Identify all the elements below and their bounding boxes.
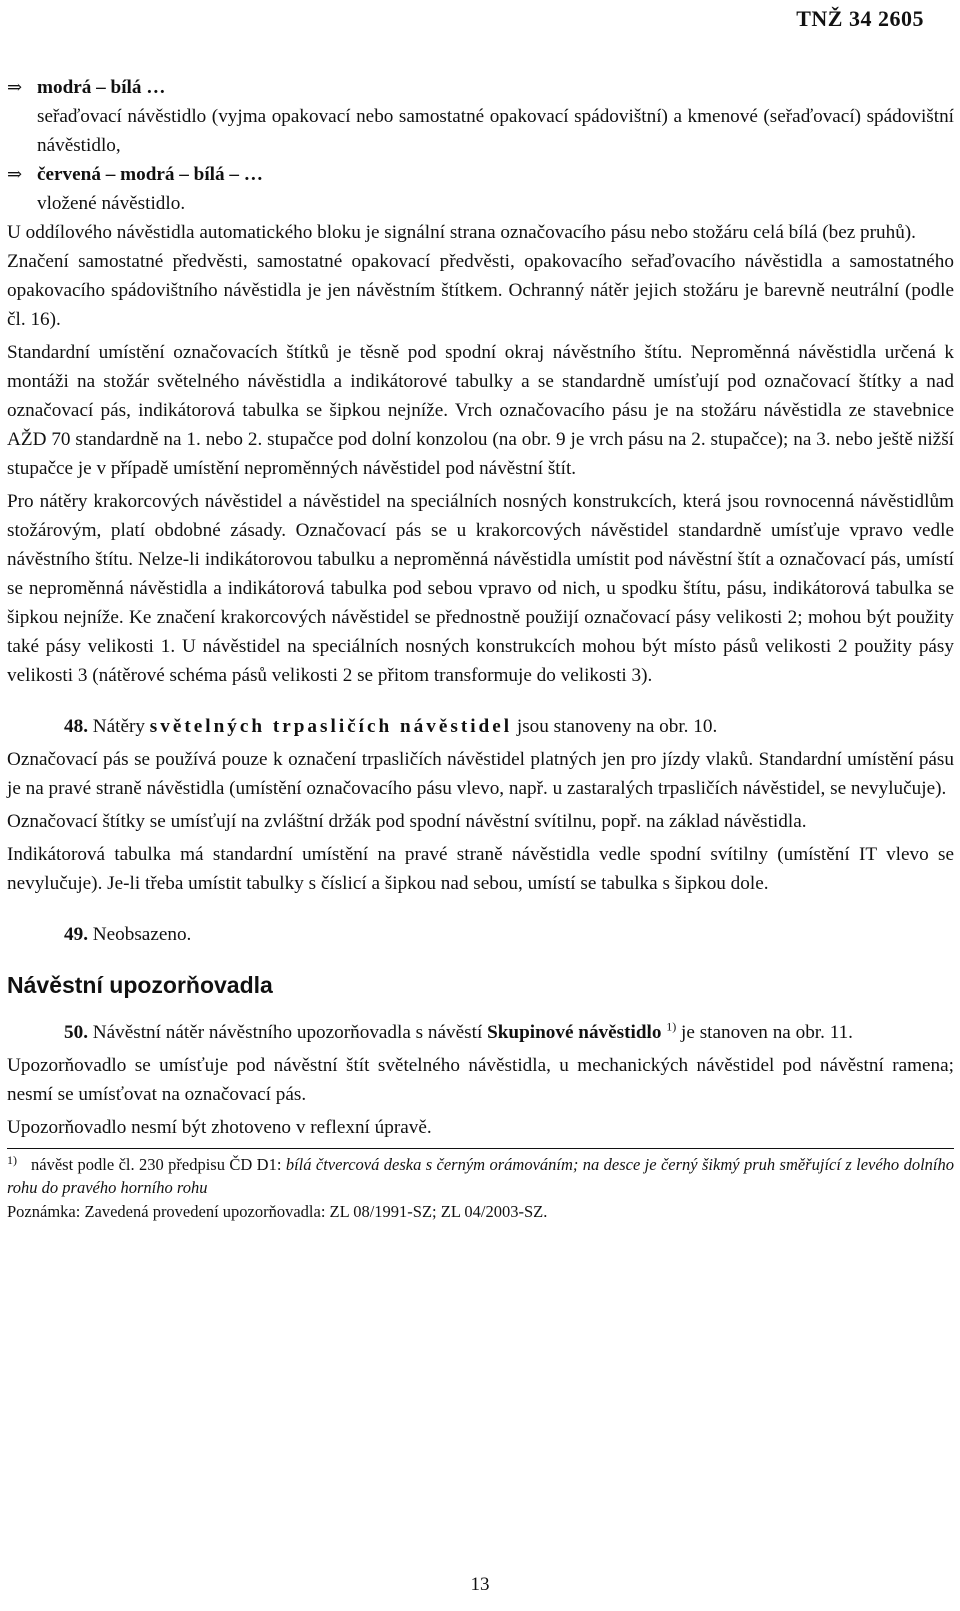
paragraph: Označovací pás se používá pouze k označení trpasličích návěstidel platných jen pro jízdy vlaků. Standardní umístění pásu je na pravé straně návěstidla (umístění označovacího pásu vlevo, např. u zastaralých trpasličích návěstidel, se nevylučuje).	[7, 749, 954, 799]
list-item-red-blue-white	[7, 160, 954, 189]
list-item-text: seřaďovací návěstidlo (vyjma opakovací nebo samostatné opakovací spádovištní) a kmenové (seřaďovací) spádovištní návěstidlo,	[37, 106, 954, 156]
article-emphasis: světelných trpasličích návěstidel	[149, 716, 513, 737]
paragraph: Označovací štítky se umísťují na zvláštní držák pod spodní návěstní svítilnu, popř. na základ návěstidla.	[7, 811, 807, 832]
page-content	[7, 73, 954, 1224]
footnote-italic: bílá čtvercová deska s černým orámováním; na desce je černý šikmý pruh směřující z levého dolního rohu do pravého horního rohu	[7, 1155, 954, 1197]
list-item-text: vložené návěstidlo.	[37, 193, 186, 214]
paragraph: Indikátorová tabulka má standardní umístění na pravé straně návěstidla vedle spodní svítilny (umístění IT vlevo se nevylučuje). Je-li třeba umístit tabulky s číslicí a šipkou nad sebou, umístí se tabulka s šipkou dole.	[7, 844, 954, 894]
paragraph: Upozorňovadlo se umísťuje pod návěstní štít světelného návěstidla, u mechanických návěstidel pod návěstní ramena; nesmí se umísťovat na označovací pás.	[7, 1055, 954, 1105]
article-text: Neobsazeno.	[92, 924, 192, 945]
implies-arrow-icon: ⇒	[7, 77, 23, 97]
article-text: Nátěry	[92, 716, 145, 737]
footnote-reference: 1)	[666, 1019, 677, 1034]
footnote-divider	[7, 1148, 954, 1149]
article-number: 50.	[64, 1022, 88, 1043]
article-48	[7, 712, 954, 741]
article-50	[7, 1018, 954, 1047]
page-number: 13	[470, 1574, 490, 1595]
list-item-blue-white	[7, 73, 954, 102]
footnote: 1) návěst podle čl. 230 předpisu ČD D1: bílá čtvercová deska s černým orámováním; na desce je černý šikmý pruh směřující z levého dolního rohu do pravého horního rohu	[7, 1152, 954, 1197]
implies-arrow-icon: ⇒	[7, 164, 23, 184]
article-text: je stanoven na obr. 11.	[681, 1022, 853, 1043]
article-number: 49.	[64, 924, 88, 945]
note: Poznámka: Zavedená provedení upozorňovadla: ZL 08/1991-SZ; ZL 04/2003-SZ.	[7, 1202, 548, 1221]
article-number: 48.	[64, 716, 88, 737]
document-code: TNŽ 34 2605	[796, 6, 924, 31]
section-heading: Návěstní upozorňovadla	[7, 972, 273, 998]
color-scheme-label: modrá – bílá …	[37, 77, 166, 98]
paragraph: U oddílového návěstidla automatického bloku je signální strana označovacího pásu nebo stožáru celá bílá (bez pruhů).	[7, 222, 916, 243]
footnote-lead: návěst podle čl. 230 předpisu ČD D1:	[31, 1155, 282, 1174]
paragraph: Značení samostatné předvěsti, samostatné opakovací předvěsti, opakovacího seřaďovacího návěstidla a samostatného opakovacího spádovištního návěstidla je jen návěstním štítkem. Ochranný nátěr jejich stožáru je barevně neutrální (podle čl. 16).	[7, 251, 954, 330]
paragraph: Standardní umístění označovacích štítků je těsně pod spodní okraj návěstního štítu. Neproměnná návěstidla určená k montáži na stožár světelného návěstidla a indikátorové tabulky a se standardně umísťují pod označovací štítky a nad označovací pás, indikátorová tabulka se šipkou nejníže. Vrch označovacího pásu je na stožáru návěstidla ze stavebnice AŽD 70 standardně na 1. nebo 2. stupačce pod dolní konzolou (na obr. 9 je vrch pásu na 2. stupačce); na 3. nebo ještě nižší stupačce je v případě umístění neproměnných návěstidel pod návěstní štít.	[7, 342, 954, 479]
signal-name: Skupinové návěstidlo	[487, 1022, 662, 1043]
paragraph: Upozorňovadlo nesmí být zhotoveno v reflexní úpravě.	[7, 1117, 432, 1138]
color-scheme-label: červená – modrá – bílá – …	[37, 164, 263, 185]
article-text: Návěstní nátěr návěstního upozorňovadla s návěstí	[92, 1022, 483, 1043]
article-49	[7, 920, 954, 949]
article-text: jsou stanoveny na obr. 10.	[516, 716, 718, 737]
paragraph: Pro nátěry krakorcových návěstidel a návěstidel na speciálních nosných konstrukcích, která jsou rovnocenná návěstidlům stožárovým, platí obdobné zásady. Označovací pás se u krakorcových návěstidel standardně umísťuje vpravo vedle návěstního štítu. Nelze-li indikátorovou tabulku a neproměnná návěstidla umístit pod návěstní štít a označovací pás, umístí se neproměnná návěstidla a indikátorová tabulka pod sebou vpravo od nich, u spodku štítu, pásu, indikátorová tabulka se šipkou nejníže. Ke značení krakorcových návěstidel se přednostně použijí označovací pásy velikosti 2; mohou být použity také pásy velikosti 1. U návěstidel na speciálních nosných konstrukcích mohou být místo pásů velikosti 2 použity pásy velikosti 3 (nátěrové schéma pásů velikosti 2 se přitom transformuje do velikosti 3).	[7, 491, 954, 686]
